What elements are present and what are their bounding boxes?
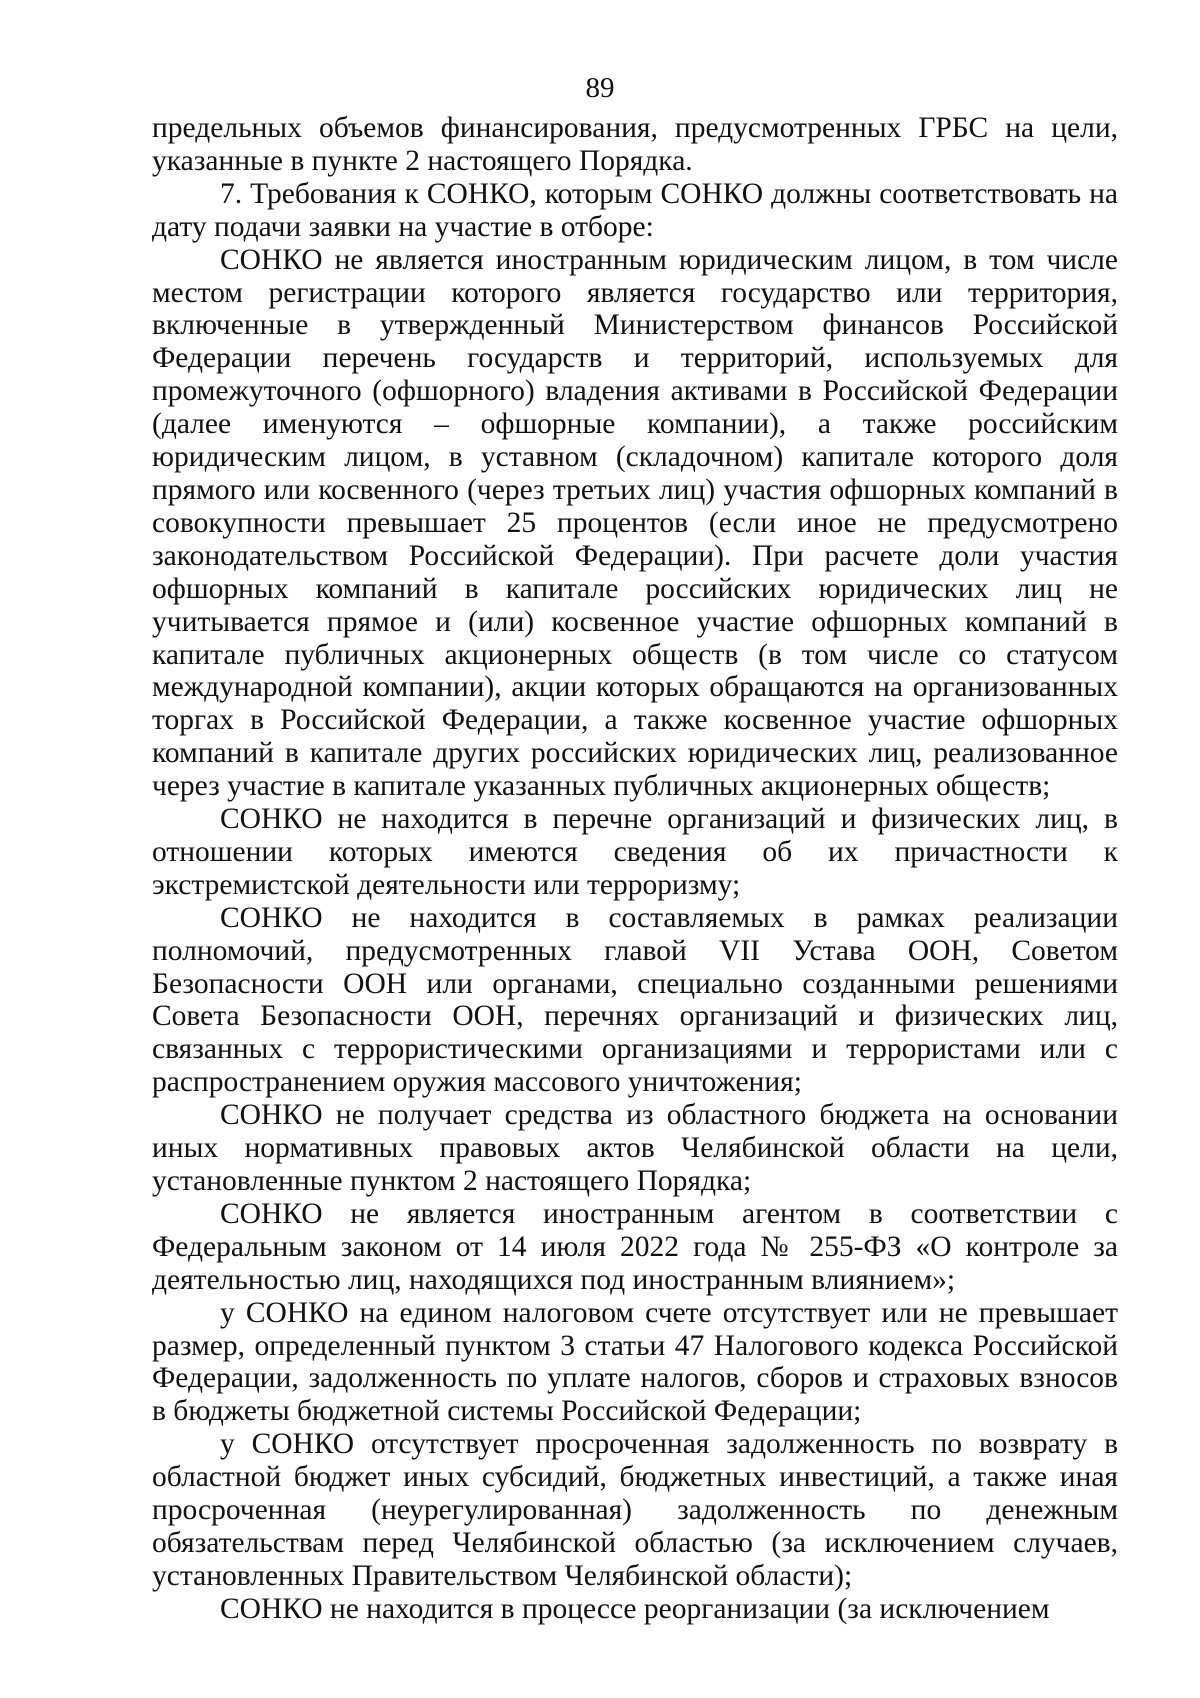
paragraph-foreign-agent: СОНКО не является иностранным агентом в соответствии с Федеральным законом от 14 июля 2022 года № 255-ФЗ «О контроле за деятельностью лиц, находящихся под иностранным влиянием»;	[152, 1197, 1118, 1296]
paragraph-item-7: 7. Требования к СОНКО, которым СОНКО должны соответствовать на дату подачи заявки на участие в отборе:	[152, 177, 1118, 243]
paragraph-offshore: СОНКО не является иностранным юридическим лицом, в том числе местом регистрации которого является государство или территория, включенные в утвержденный Министерством финансов Российской Федерации перечень государств и территорий, используемых для промежуточного (офшорного) владения активами в Российской Федерации (далее именуются – офшорные компании), а также российским юридическим лицом, в уставном (складочном) капитале которого доля прямого или косвенного (через третьих лиц) участия офшорных компаний в совокупности превышает 25 процентов (если иное не предусмотрено законодательством Российской Федерации). При расчете доли участия офшорных компаний в капитале российских юридических лиц не учитывается прямое и (или) косвенное участие офшорных компаний в капитале публичных акционерных обществ (в том числе со статусом международной компании), акции которых обращаются на организованных торгах в Российской Федерации, а также косвенное участие офшорных компаний в капитале других российских юридических лиц, реализованное через участие в капитале указанных публичных акционерных обществ;	[152, 243, 1118, 803]
paragraph-reorganization: СОНКО не находится в процессе реорганизации (за исключением	[220, 1592, 1050, 1625]
document-body	[152, 112, 1118, 1626]
page-number: 89	[585, 72, 615, 104]
paragraph-tax-debt: у СОНКО на едином налоговом счете отсутствует или не превышает размер, определенный пунктом 3 статьи 47 Налогового кодекса Российской Федерации, задолженность по уплате налогов, сборов и страховых взносов в бюджеты бюджетной системы Российской Федерации;	[152, 1296, 1118, 1428]
paragraph-regional-budget: СОНКО не получает средства из областного бюджета на основании иных нормативных правовых актов Челябинской области на цели, установленные пунктом 2 настоящего Порядка;	[152, 1099, 1118, 1197]
paragraph-extremism: СОНКО не находится в перечне организаций и физических лиц, в отношении которых имеются сведения об их причастности к экстремистской деятельности или терроризму;	[152, 803, 1118, 901]
paragraph-un-lists: СОНКО не находится в составляемых в рамках реализации полномочий, предусмотренных главой VII Устава ООН, Советом Безопасности ООН или органами, специально созданными решениями Совета Безопасности ООН, перечнях организаций и физических лиц, связанных с террористическими организациями и террористами или с распространением оружия массового уничтожения;	[152, 901, 1118, 1099]
paragraph-overdue-debt: у СОНКО отсутствует просроченная задолженность по возврату в областной бюджет иных субсидий, бюджетных инвестиций, а также иная просроченная (неурегулированная) задолженность по денежным обязательствам перед Челябинской областью (за исключением случаев, установленных Правительством Челябинской области);	[152, 1428, 1118, 1592]
paragraph-continuation: предельных объемов финансирования, предусмотренных ГРБС на цели, указанные в пункте 2 настоящего Порядка.	[152, 112, 1118, 177]
